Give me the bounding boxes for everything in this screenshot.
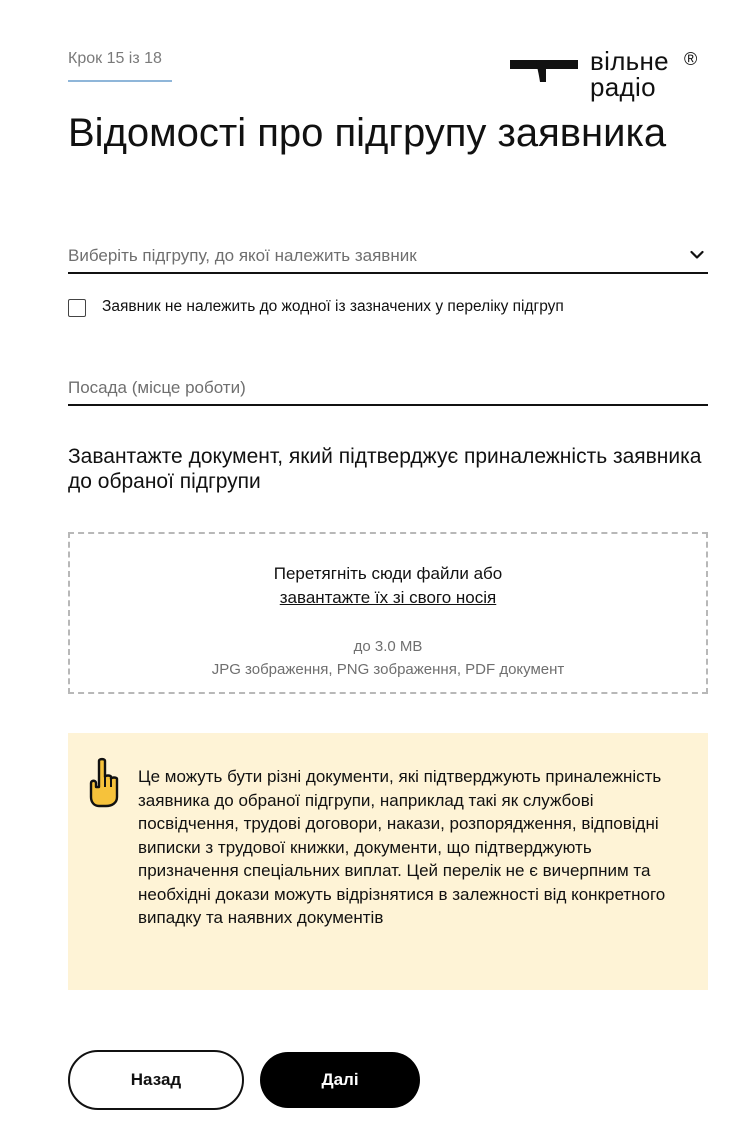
upload-heading: Завантажте документ, який підтверджує приналежність заявника до обраної підгрупи (68, 445, 702, 493)
page-title: Відомості про підгрупу заявника (68, 111, 667, 155)
no-subgroup-checkbox-label[interactable]: Заявник не належить до жодної із зазначених у переліку підгруп (102, 298, 564, 315)
pointing-finger-icon (88, 757, 124, 809)
next-button[interactable]: Далі (260, 1052, 420, 1108)
logo-line1: вільне (590, 46, 669, 76)
dropzone-text: Перетягніть сюди файли або (273, 564, 503, 583)
step-indicator: Крок 15 із 18 (68, 50, 162, 67)
no-subgroup-checkbox[interactable] (68, 299, 86, 317)
step-underline (68, 80, 172, 82)
dropzone-link-row (70, 588, 706, 608)
logo-mark-icon (510, 56, 580, 86)
registered-mark: ® (684, 49, 698, 69)
subgroup-select-placeholder: Виберіть підгрупу, до якої належить заявник (68, 246, 417, 265)
subgroup-select[interactable] (68, 244, 708, 274)
back-button[interactable]: Назад (68, 1050, 244, 1110)
logo (510, 48, 710, 108)
max-size-hint: до 3.0 MB (353, 638, 423, 655)
browse-files-link[interactable]: завантажте їх зі свого носія (279, 588, 497, 607)
info-note (68, 733, 708, 990)
info-note-text: Це можуть бути різні документи, які підтверджують приналежність заявника до обраної підгрупи, наприклад такі як службові посвідчення, трудові договори, накази, розпорядження, відповідні виписки з трудової книжки, документи, що підтверджують призначення спеціальних виплат. Цей перелік не є вичерпним та необхідні докази можуть відрізнятися в залежності від конкретного випадку та наявних документів (138, 767, 666, 927)
position-input[interactable] (68, 372, 708, 406)
logo-line2: радіо (590, 72, 656, 102)
file-types-hint: JPG зображення, PNG зображення, PDF документ (211, 661, 565, 678)
logo-text (590, 48, 669, 100)
file-dropzone[interactable] (68, 532, 708, 694)
chevron-down-icon (690, 250, 704, 260)
